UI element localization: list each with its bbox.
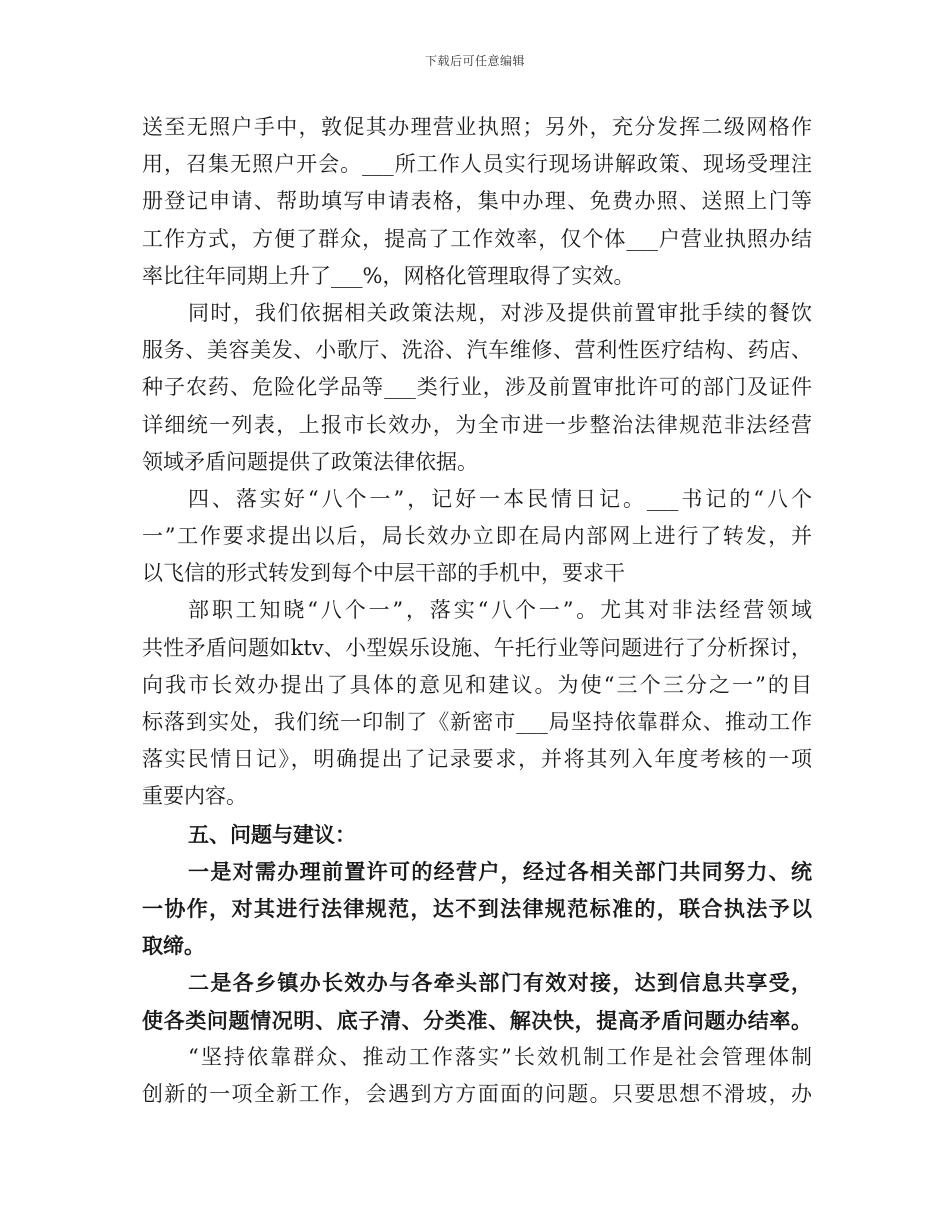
text-line xyxy=(142,444,812,481)
text-line-content: 同时，我们依据相关政策法规，对涉及提供前置审批手续的餐饮 xyxy=(188,300,812,325)
text-line xyxy=(142,518,812,555)
text-line-content: 共性矛盾问题如ktv、小型娱乐设施、午托行业等问题进行了分析探讨， xyxy=(142,635,812,660)
text-line xyxy=(142,964,812,1001)
text-line xyxy=(142,741,812,778)
text-line xyxy=(142,369,812,406)
text-line xyxy=(142,592,812,629)
text-line xyxy=(142,704,812,741)
text-line-content: 取缔。 xyxy=(142,933,205,959)
text-line-content: 向我市长效办提出了具体的意见和建议。为使“三个三分之一”的目 xyxy=(142,672,812,697)
text-line-content: “坚持依靠群众、推动工作落实”长效机制工作是社会管理体制 xyxy=(188,1044,812,1069)
text-line xyxy=(142,630,812,667)
text-line-content: 一”工作要求提出以后，局长效办立即在局内部网上进行了转发，并 xyxy=(142,524,812,549)
text-line xyxy=(142,853,812,890)
document-body xyxy=(142,109,812,1113)
text-line-content: 创新的一项全新工作，会遇到方方面面的问题。只要思想不滑坡，办 xyxy=(142,1081,812,1106)
text-line xyxy=(142,258,812,295)
text-line xyxy=(142,295,812,332)
text-line xyxy=(142,481,812,518)
text-line xyxy=(142,1076,812,1113)
text-line-content: 以飞信的形式转发到每个中层干部的手机中，要求干 xyxy=(142,561,625,586)
text-line-content: 落实民情日记》，明确提出了记录要求，并将其列入年度考核的一项 xyxy=(142,747,812,772)
text-line-content: 用，召集无照户开会。___所工作人员实行现场讲解政策、现场受理注 xyxy=(142,152,812,177)
text-line-content: 工作方式，方便了群众，提高了工作效率，仅个体___户营业执照办结 xyxy=(142,226,812,251)
text-line xyxy=(142,890,812,927)
text-line-content: 率比往年同期上升了___%，网格化管理取得了实效。 xyxy=(142,263,635,288)
text-line xyxy=(142,1002,812,1039)
text-line xyxy=(142,407,812,444)
text-line xyxy=(142,183,812,220)
text-line-content: 册登记申请、帮助填写申请表格，集中办理、免费办照、送照上门等 xyxy=(142,189,812,214)
text-line-content: 送至无照户手中，敦促其办理营业执照；另外，充分发挥二级网格作 xyxy=(142,115,812,139)
text-line-content: 详细统一列表，上报市长效办，为全市进一步整治法律规范非法经营 xyxy=(142,412,812,437)
text-line-content: 二是各乡镇办长效办与各牵头部门有效对接，达到信息共享受， xyxy=(188,970,812,996)
text-line-content: 部职工知晓“八个一”，落实“八个一”。尤其对非法经营领域 xyxy=(188,598,812,623)
page-header: 下载后可任意编辑 xyxy=(424,54,525,68)
text-line xyxy=(142,667,812,704)
text-line xyxy=(142,332,812,369)
text-line xyxy=(142,778,812,815)
text-line xyxy=(142,146,812,183)
text-line xyxy=(142,555,812,592)
text-line-content: 四、落实好“八个一”，记好一本民情日记。___书记的“八个 xyxy=(188,486,812,511)
text-line xyxy=(142,1039,812,1076)
text-line xyxy=(142,816,812,853)
text-line-content: 服务、美容美发、小歌厅、洗浴、汽车维修、营利性医疗结构、药店、 xyxy=(142,338,812,363)
text-line xyxy=(142,109,812,146)
text-line-content: 一协作，对其进行法律规范，达不到法律规范标准的，联合执法予以 xyxy=(142,895,812,921)
text-line-content: 使各类问题情况明、底子清、分类准、解决快，提高矛盾问题办结率。 xyxy=(142,1007,812,1033)
text-line-content: 一是对需办理前置许可的经营户，经过各相关部门共同努力、统 xyxy=(188,858,812,884)
text-line-content: 种子农药、危险化学品等___类行业，涉及前置审批许可的部门及证件 xyxy=(142,375,812,400)
text-line-content: 标落到实处，我们统一印制了《新密市___局坚持依靠群众、推动工作 xyxy=(142,710,812,734)
text-line xyxy=(142,221,812,258)
text-line-content: 重要内容。 xyxy=(142,784,247,809)
text-line xyxy=(142,927,812,964)
text-line-content: 五、问题与建议： xyxy=(188,821,356,847)
text-line-content: 领域矛盾问题提供了政策法律依据。 xyxy=(142,449,478,474)
